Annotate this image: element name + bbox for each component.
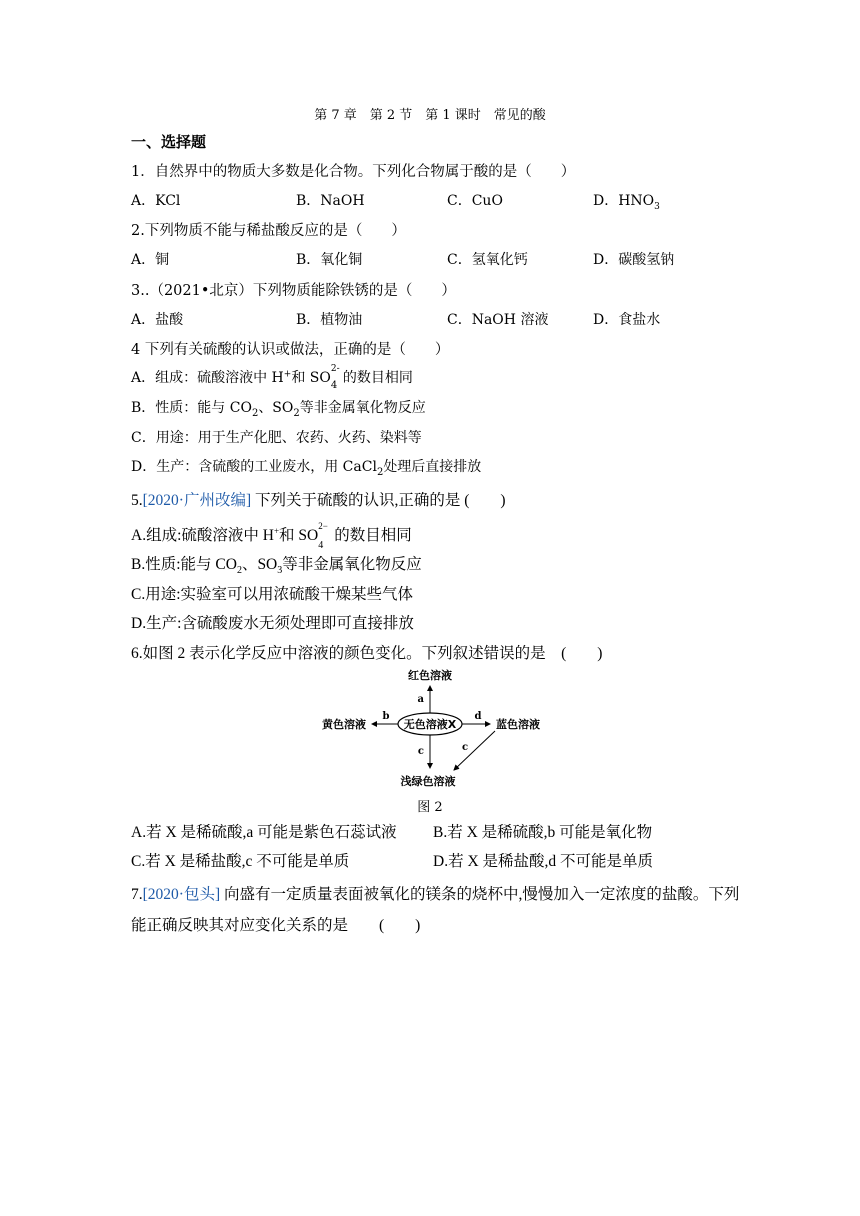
question-3-stem: 3..（2021•北京）下列物质能除铁锈的是（ ）	[131, 283, 456, 299]
question-2-option-a: A．铜	[131, 252, 170, 268]
question-7-stem-line-2: 能正确反映其对应变化关系的是 ( )	[131, 917, 421, 934]
page-title: 第 7 章 第 2 节 第 1 课时 常见的酸	[314, 108, 546, 123]
question-2-option-b: B．氧化铜	[296, 252, 363, 268]
question-1-option-d: D．$HNO_3$	[593, 193, 660, 212]
question-2-option-d: D．碳酸氢钠	[593, 252, 675, 268]
label-d: d	[474, 711, 482, 722]
arrow-c-right	[454, 731, 495, 770]
diagram-svg	[310, 664, 550, 794]
question-4-option-c: C．用途：用于生产化肥、农药、火药、染料等	[131, 430, 422, 446]
section-heading: 一、选择题	[131, 133, 207, 151]
question-2-stem: 2.下列物质不能与稀盐酸反应的是（ ）	[131, 223, 406, 239]
question-6-option-b: B.若 X 是稀硫酸,b 可能是氧化物	[433, 824, 653, 841]
question-3-option-d: D．食盐水	[593, 312, 661, 328]
question-3-option-c: C．NaOH 溶液	[447, 312, 549, 328]
question-7-stem: 7.[2020·包头] 向盛有一定质量表面被氧化的镁条的烧杯中,慢慢加入一定浓度的盐酸。下列	[131, 886, 740, 903]
label-c-right: c	[461, 742, 469, 753]
question-2-option-c: C．氢氧化钙	[447, 252, 528, 268]
question-1-option-a: A．KCl	[131, 193, 181, 209]
bottom-label: 浅绿色溶液	[400, 775, 456, 788]
question-4-stem: 4 下列有关硫酸的认识或做法，正确的是（ ）	[131, 342, 450, 358]
top-label: 红色溶液	[408, 669, 452, 682]
question-7-source: [2020·包头]	[142, 886, 221, 903]
left-label: 黄色溶液	[322, 718, 366, 731]
figure-caption: 图 2	[417, 800, 443, 815]
right-label: 蓝色溶液	[496, 718, 540, 731]
question-5-option-d: D.生产:含硫酸废水无须处理即可直接排放	[131, 615, 414, 632]
center-label: 无色溶液X	[403, 718, 457, 731]
question-4-option-a: A．组成：硫酸溶液中 H+和 SO 2- 4 的数目相同	[131, 364, 413, 391]
question-3-option-b: B．植物油	[296, 312, 363, 328]
question-6-option-c: C.若 X 是稀盐酸,c 不可能是单质	[131, 853, 350, 870]
question-6-option-d: D.若 X 是稀盐酸,d 不可能是单质	[433, 853, 654, 870]
question-5-option-b: B.性质:能与 $CO_2$、$SO_3$等非金属氧化物反应	[131, 556, 422, 577]
question-3-option-a: A．盐酸	[131, 312, 184, 328]
question-1-option-b: B．NaOH	[296, 193, 365, 209]
question-5-option-a: A.组成:硫酸溶液中 H+和 SO 2− 4 的数目相同	[131, 521, 412, 552]
question-6-stem: 6.如图 2 表示化学反应中溶液的颜色变化。下列叙述错误的是 ( )	[131, 645, 603, 662]
color-change-diagram	[310, 664, 550, 794]
label-b: b	[382, 711, 390, 722]
question-5-source: [2020·广州改编]	[142, 492, 252, 509]
label-c-center: c	[417, 746, 424, 757]
question-1-option-c: C．CuO	[447, 193, 503, 209]
label-a: a	[417, 694, 424, 705]
question-6-option-a: A.若 X 是稀硫酸,a 可能是紫色石蕊试液	[131, 824, 397, 841]
question-4-option-d: D．生产：含硫酸的工业废水，用 CaCl$_2$处理后直接排放	[131, 459, 482, 478]
question-5-stem: 5.[2020·广州改编] 下列关于硫酸的认识,正确的是 ( )	[131, 492, 506, 509]
question-4-option-b: B．性质：能与 $CO_2$、$SO_2$等非金属氧化物反应	[131, 400, 426, 419]
question-1-stem: 1．自然界中的物质大多数是化合物。下列化合物属于酸的是（ ）	[131, 164, 576, 180]
question-5-option-c: C.用途:实验室可以用浓硫酸干燥某些气体	[131, 586, 414, 603]
